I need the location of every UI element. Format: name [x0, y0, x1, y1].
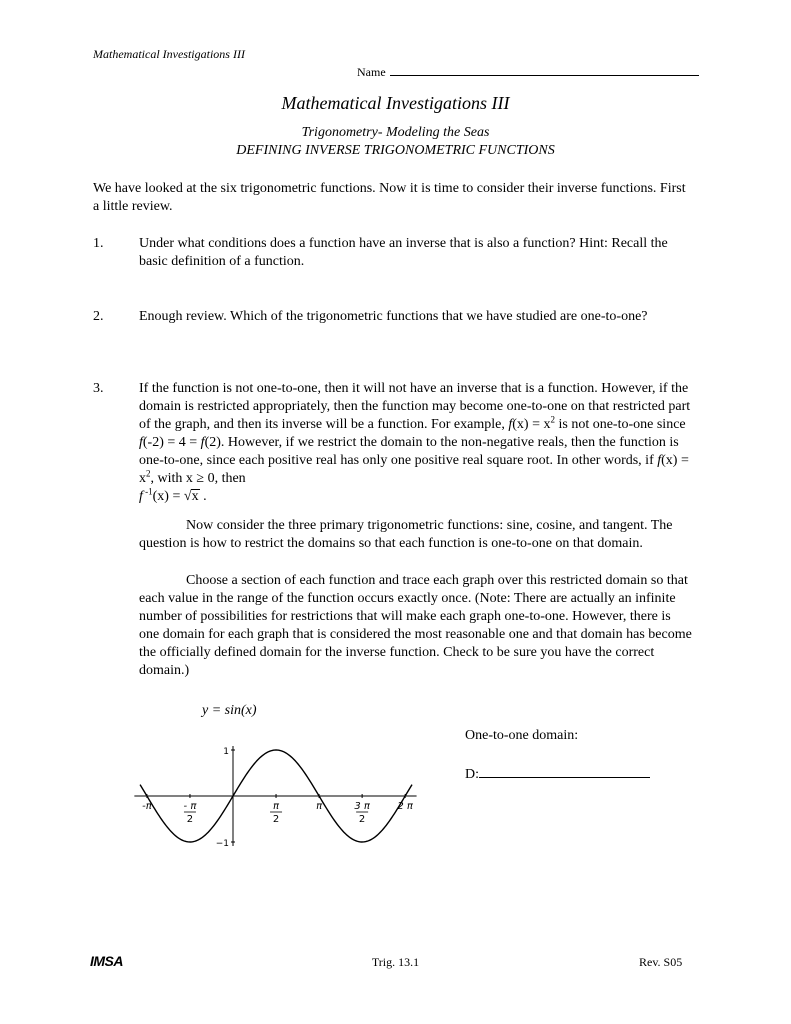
- name-field: [357, 63, 699, 80]
- footer-page-id: Trig. 13.1: [371, 955, 420, 969]
- question-2-text: Enough review. Which of the trigonometric functions that we have studied are one-to-one?: [139, 309, 648, 324]
- intro-paragraph: We have looked at the six trigonometric functions. Now it is time to consider their inverse functions. First a little review.: [93, 181, 686, 214]
- graph-tick-labels: [142, 747, 414, 849]
- domain-label: One-to-one domain:: [465, 728, 579, 743]
- page-title: Mathematical Investigations III: [281, 93, 510, 113]
- math-text: (2). However, if we restrict the: [204, 435, 377, 450]
- question-3-intro: If the function is not one-to-one, then it will not have an inverse that is a function. However, if the domain is restricted appropriately, then the function may become one-to-one on that restricted part of the graph, and then its inverse will be a function. For example,: [139, 381, 691, 432]
- math-text: , with x ≥ 0, then: [150, 471, 246, 486]
- math-f: f: [657, 453, 662, 468]
- math-f: f: [139, 435, 143, 450]
- math-text: is not one-to-one since: [554, 417, 686, 432]
- sqrt-symbol: √: [183, 489, 192, 504]
- math-exponent: 2: [550, 414, 555, 425]
- math-text: (-2) = 4 =: [142, 435, 201, 450]
- math-text: (x) = x: [139, 453, 689, 486]
- math-text: (x) =: [152, 489, 184, 504]
- name-blank-line[interactable]: [390, 63, 699, 76]
- subtitle-topic: Trigonometry- Modeling the Seas: [301, 125, 490, 140]
- math-f: f: [508, 417, 513, 432]
- x-tick-label: π: [316, 801, 323, 812]
- math-eq-part: (x) = x: [512, 417, 551, 432]
- x-tick-label-denominator: 2: [358, 814, 366, 825]
- domain-answer: D:: [465, 763, 650, 784]
- subtitle-section: DEFINING INVERSE TRIGONOMETRIC FUNCTIONS: [236, 143, 555, 158]
- question-3-paragraph-2: Now consider the three primary trigonometric functions: sine, cosine, and tangent. The question is how to restrict the domains so that each function is one-to-one on that domain.: [139, 518, 673, 551]
- math-text: domain to the non-negative reals, then the function is one-to-one, since each positive real: [139, 435, 679, 468]
- graph-label: y = sin(x): [202, 703, 257, 718]
- domain-blank-line[interactable]: [479, 763, 650, 778]
- x-tick-label: 3 π: [354, 801, 370, 812]
- x-tick-label: 2 π: [397, 801, 413, 812]
- x-tick-label-denominator: 2: [186, 814, 194, 825]
- math-f: f: [200, 435, 205, 450]
- sine-graph: [130, 738, 420, 850]
- math-f-inverse: f: [139, 489, 143, 504]
- y-tick-label: −1: [215, 839, 229, 849]
- question-3-block: [139, 380, 693, 506]
- running-header: Mathematical Investigations III: [93, 47, 245, 61]
- graph-axes: [134, 746, 416, 846]
- item-number: 3.: [93, 381, 104, 396]
- question-1-text: Under what conditions does a function have an inverse that is also a function? Hint: Recall the basic definition of a function.: [139, 236, 668, 269]
- math-text: has only one positive real square root. In other words, if: [340, 453, 658, 468]
- imsa-logo: IMSA: [90, 953, 123, 969]
- y-tick-label: 1: [223, 747, 229, 757]
- name-label: Name: [357, 65, 386, 79]
- math-exponent: 2: [146, 468, 151, 479]
- math-text: .: [199, 489, 207, 504]
- x-tick-label: - π: [183, 801, 197, 812]
- x-tick-label-denominator: 2: [272, 814, 280, 825]
- item-number: 1.: [93, 236, 104, 251]
- question-3-paragraph-3: Choose a section of each function and trace each graph over this restricted domain so that each value in the range of the function occurs exactly once. (Note: There are actually an infinite number of possibilities for restrictions that will make each graph one-to-one. However, there is one domain for each graph that is considered the most reasonable one and that domain has become the officially defined domain for the inverse function. Check to be sure you have the correct domain.): [139, 573, 692, 678]
- item-number: 2.: [93, 309, 104, 324]
- footer-revision: Rev. S05: [639, 955, 683, 969]
- sqrt-radicand: x: [191, 489, 199, 504]
- x-tick-label: π: [273, 801, 280, 812]
- x-tick-label: -π: [142, 801, 152, 812]
- math-exponent: -1: [142, 486, 153, 497]
